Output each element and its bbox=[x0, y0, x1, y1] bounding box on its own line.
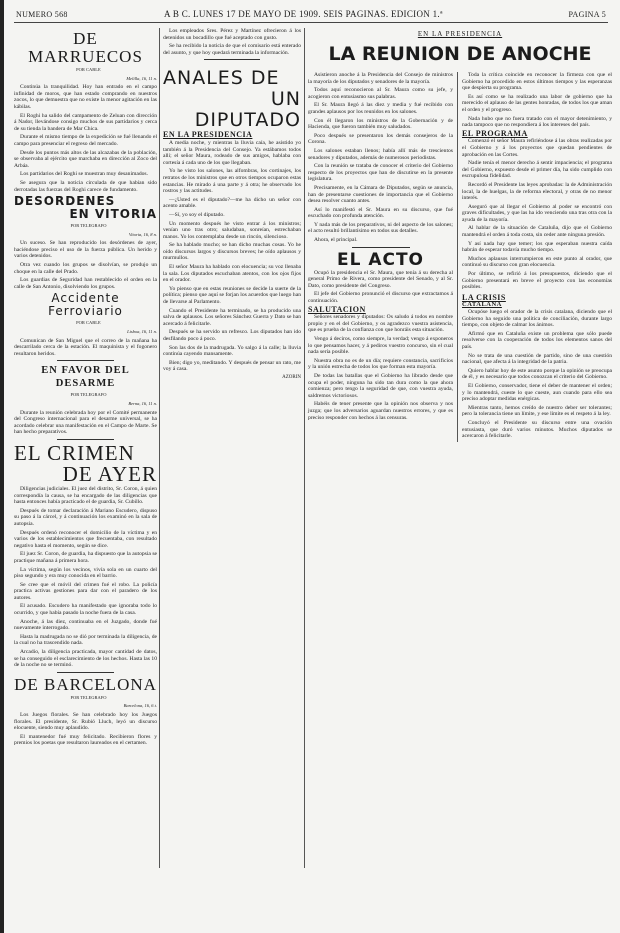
paragraph: Quiero hablar hoy de este asunto porque la opinión se preocupa de él, y es necesario que todos conozcan el criterio del Gobierno. bbox=[462, 367, 612, 381]
paragraph: Yo he visto los salones, las alfombras, los cortinajes, los retratos de los ministros que en otros tiempos ocuparon estas estancias. He mirado á una parte y á otra; he observado los rostros y las actitudes. bbox=[163, 168, 301, 195]
column-2 bbox=[163, 28, 301, 384]
paragraph: Vengo á deciros, como siempre, la verdad; vengo á exponeros lo que pensamos hacer, y á pediros vuestro concurso, sin el cual nada sería posible. bbox=[308, 336, 453, 356]
paragraph: Poco después se presentaron los demás consejeros de la Corona. bbox=[308, 132, 453, 146]
paragraph: Nadie tenía el menor derecho á sentir impaciencia; el programa del Gobierno, expuesto desde el primer día, ha sido cumplido con escrupulosa fidelidad. bbox=[462, 160, 612, 180]
paragraph: Yo pienso que en estas reuniones se decide la suerte de la política; pienso que aquí se forjan los acuerdos que luego han de llevarse al Parlamento. bbox=[163, 285, 301, 306]
article-body bbox=[308, 270, 453, 305]
paragraph: Aseguró que al llegar el Gobierno al poder se encontró con graves dificultades, y que las ha ido venciendo una tras otra con la ayuda de la mayoría. bbox=[462, 203, 612, 223]
article-title-vitoria bbox=[14, 195, 157, 221]
kicker: EN LA PRESIDENCIA bbox=[417, 30, 503, 38]
article-title-accidente: Accidente Ferroviario bbox=[48, 291, 123, 319]
scan-edge bbox=[0, 0, 4, 933]
paragraph: Al hablar de la situación de Cataluña, dijo que el Gobierno mantendrá el orden á toda costa, sin ceder ante ninguna presión. bbox=[462, 225, 612, 239]
paragraph: Después ordenó reconocer el domicilio de la víctima y en varios de los establecimientos que frecuentaba, con resultado negativo hasta el momento, según se dice. bbox=[14, 529, 157, 549]
paragraph: Bien; digo yo, meditando. Y después de pensar un rato, me voy á casa. bbox=[163, 359, 301, 373]
paragraph: Los empleados Sres. Pérez y Martínez ofrecieron á los detenidos un bocadillo que fué aceptado con gusto. bbox=[163, 28, 301, 41]
main-story bbox=[308, 30, 612, 442]
paragraph: Durante el mismo tiempo de la expedición se fué llenando el campo para presenciar el regreso del mercado. bbox=[14, 134, 157, 147]
article-body bbox=[462, 138, 612, 290]
paragraph: Hasta la madrugada no se dió por terminada la diligencia, de la cual no ha trascendido nada. bbox=[14, 633, 157, 647]
article-title-barcelona: DE BARCELONA bbox=[14, 674, 157, 694]
paragraph: Durante la reunión celebrada hoy por el Comité permanente del Congreso internacional para el desarme universal, se ha acordado celebrar una manifestación en el Campo de Marte. Se han hecho preparativos. bbox=[14, 409, 157, 436]
paragraph: De todas las batallas que el Gobierno ha librado desde que ocupa el poder, ninguna ha sido tan dura como la que ahora comienza; pero tengo la seguridad de que, con vuestra ayuda, saldremos victoriosos. bbox=[308, 372, 453, 399]
article-title-marruecos: DE MARRUECOS bbox=[28, 29, 143, 66]
paragraph: Anoche, á las diez, continuaba en el Juzgado, donde fué nuevamente interrogado. bbox=[14, 618, 157, 632]
title-line: DE AYER bbox=[62, 461, 157, 486]
paragraph: El acusado. Escudero ha manifestado que ignoraba todo lo ocurrido, y que había pasado la noche fuera de la casa. bbox=[14, 603, 157, 617]
divider bbox=[57, 439, 114, 440]
article-body bbox=[163, 28, 301, 56]
article-body bbox=[308, 314, 453, 421]
paragraph: Habéis de tener presente que la opinión nos observa y nos juzga; que los adversarios aguardan nuestros errores, y que es preciso responder con hechos á las censuras. bbox=[308, 401, 453, 421]
article-body bbox=[14, 84, 157, 193]
paragraph: Es así como se ha realizado una labor de gobierno que ha merecido el aplauso de las gentes honradas, de todos los que aman el orden y el progreso. bbox=[462, 93, 612, 113]
paragraph: —Sí, yo soy el diputado. bbox=[169, 211, 225, 218]
section-runin: SALUTACION bbox=[308, 304, 366, 314]
date-line: A B C. LUNES 17 DE MAYO DE 1909. SEIS PAGINAS. EDICION 1.ª bbox=[164, 9, 443, 19]
divider bbox=[57, 672, 114, 673]
paragraph: Mientras tanto, hemos creído de nuestro deber ser tolerantes; pero la tolerancia tiene un límite, y ese límite es el respeto á la ley. bbox=[462, 404, 612, 418]
paragraph: Muchos aplausos interrumpieron en este punto al orador, que continuó su discurso con gran elocuencia. bbox=[462, 255, 612, 269]
paragraph: Comunican de San Miguel que el correo de la mañana ha descarrilado cerca de la estación. El maquinista y el fogonero resultaron heridos. bbox=[14, 337, 157, 357]
paragraph: Con la reunión se trataba de conocer el criterio del Gobierno respecto de los proyectos que han de discutirse en la presente legislatura. bbox=[308, 163, 453, 183]
paragraph: Señores senadores y diputados: Os saludo á todos en nombre propio y en el del Gobierno, y os agradezco vuestra asistencia, que es prueba de la confianza con que honráis esta situación. bbox=[308, 314, 453, 334]
article-body bbox=[308, 102, 453, 243]
article-title-acto: EL ACTO bbox=[336, 249, 425, 270]
dateline: Melilla, 16, 11 n. bbox=[126, 75, 157, 81]
author-signature: AZORIN bbox=[282, 374, 301, 380]
article-title-crimen bbox=[14, 440, 157, 486]
paragraph: Y así nada hay que temer; los que esperaban nuestra caída habrán de esperar todavía mucho tiempo. bbox=[462, 240, 612, 254]
paragraph: Son las dos de la madrugada. Yo salgo á la calle; la lluvia continúa cayendo mansamente. bbox=[163, 344, 301, 358]
article-body bbox=[14, 410, 157, 436]
article-body bbox=[14, 486, 157, 669]
paragraph: Afirmó que en Cataluña existe un problema que sólo puede resolverse con la cooperación de todos los elementos sanos del país. bbox=[462, 330, 612, 350]
article-title-desarme: EN FAVOR DEL DESARME bbox=[41, 365, 130, 390]
paragraph: Los Juegos florales. Se han celebrado hoy los Juegos florales. El presidente, Sr. Rubió Lluch, leyó un discurso elocuente, siendo muy aplaudido. bbox=[14, 712, 157, 732]
title-line: EN VITORIA bbox=[69, 207, 157, 222]
paragraph: Con él llegaron los ministros de la Gobernación y de Hacienda, que fueron también muy saludados. bbox=[308, 117, 453, 131]
paragraph: Ahora, el principal. bbox=[314, 237, 358, 244]
column-1 bbox=[14, 28, 157, 749]
byline: POR TELEGRAFO bbox=[70, 694, 107, 700]
title-line: EL CRIMEN bbox=[14, 440, 135, 465]
paragraph: Los salones estaban llenos; había allí más de trescientos senadores y diputados, además de numerosos periodistas. bbox=[308, 147, 453, 161]
article-body bbox=[462, 94, 612, 129]
article-body bbox=[14, 338, 157, 358]
main-columns bbox=[308, 72, 612, 442]
paragraph: Los partidarios del Roghi se muestran muy desanimados. bbox=[20, 171, 149, 178]
section-runin: EL PROGRAMA bbox=[462, 128, 528, 138]
paragraph: No se trata de una cuestión de partido, sino de una cuestión nacional, que afecta á la integridad de la patria. bbox=[462, 352, 612, 366]
paragraph: Ocupó la presidencia el Sr. Maura, que tenía á su derecha al general Primo de Rivera, como presidente del Senado, y al Sr. Dato, como presidente del Congreso. bbox=[308, 269, 453, 289]
title-line: ANALES DE bbox=[163, 67, 280, 90]
paragraph: Se ha hablado mucho; se han dicho muchas cosas. Yo he oído discursos largos y discursos breves; he oído aplausos y murmullos. bbox=[163, 242, 301, 262]
lead-right bbox=[462, 72, 612, 92]
paragraph: Por último, se refirió á los presupuestos, diciendo que el Gobierno presentará en breve el proyecto con las economías posibles. bbox=[462, 271, 612, 291]
byline: POR CABLE bbox=[76, 67, 101, 72]
paragraph: El Sr. Maura llegó á las diez y media y fué recibido con grandes aplausos por los reunidos en los salones. bbox=[308, 102, 453, 115]
column-4 bbox=[457, 72, 612, 442]
article-body bbox=[462, 309, 612, 440]
paragraph: Un suceso. Se han reproducido los desórdenes de ayer, haciéndose preciso el uso de la fuerza pública. Un herido y varios detenidos. bbox=[14, 240, 157, 260]
paragraph: El mantenedor fué muy felicitado. Recibieron flores y premios los poetas que resultaron laureados en el certamen. bbox=[14, 733, 157, 747]
paragraph: Todos aquí reconocieron al Sr. Maura como su jefe, y acogieron con entusiasmo sus palabras. bbox=[308, 87, 453, 100]
byline: POR CABLE bbox=[76, 320, 101, 326]
section-runin: EN LA PRESIDENCIA bbox=[163, 130, 253, 140]
paragraph: Diligencias judiciales. El juez del distrito, Sr. Coron, á quien correspondía la causa, se ha encargado de las diligencias que hasta entonces había practicado el de guardia, Sr. Cubillo. bbox=[14, 485, 157, 506]
paragraph: El juez Sr. Coron, de guardia, ha dispuesto que la autopsia se practique mañana á primera hora. bbox=[14, 551, 157, 564]
paragraph: Cuando el Presidente ha terminado, se ha producido una salva de aplausos. Los señores Sánchez Guerra y Dato se han acercado á felicitarle. bbox=[163, 307, 301, 327]
masthead bbox=[14, 8, 608, 23]
divider bbox=[204, 59, 259, 60]
paragraph: Se ha recibido la noticia de que el comisario está enterado del asunto, y que hoy quedará terminada la información. bbox=[163, 43, 301, 56]
paragraph: Asistieron anoche á la Presidencia del Consejo de ministros la mayoría de los diputados y senadores de la mayoría. bbox=[308, 72, 453, 85]
paragraph: El señor Maura ha hablado con elocuencia; su voz llenaba la sala. Los diputados escuchaban atentos, con los ojos fijos en el orador. bbox=[163, 264, 301, 284]
paragraph: Se cree que el móvil del crimen fué el robo. La policía practica activas gestiones para dar con el paradero de los autores. bbox=[14, 581, 157, 601]
main-headline: LA REUNION DE ANOCHE bbox=[328, 43, 592, 65]
paragraph: Continúa la tranquilidad. Hoy han entrado en el campo infinidad de moros, que han estado comprando en nuestros zocos, lo que demuestra que no existe la menor agitación en las kábilas. bbox=[14, 84, 157, 110]
article-body bbox=[14, 240, 157, 290]
paragraph: Otra vez cuando los grupos se disolvían, se produjo un choque en la calle del Prado. bbox=[14, 262, 157, 275]
paragraph: Después se ha servido un refresco. Los diputados han ido desfilando poco á poco. bbox=[163, 329, 301, 342]
dateline: Lisboa, 16, 11 n. bbox=[127, 329, 157, 335]
section-runin: CATALANA bbox=[462, 301, 502, 309]
paragraph: Después de tomar declaración á Mariano Escudero, dispuso su paso á la cárcel, y á continuación los examinó en la sala de autopsia. bbox=[14, 507, 157, 527]
paragraph: —¿Usted es el diputado?—me ha dicho un señor con acento amable. bbox=[163, 196, 301, 210]
column-rule bbox=[159, 28, 160, 868]
paragraph: El jefe del Gobierno pronunció el discurso que extractamos á continuación. bbox=[308, 291, 453, 305]
paragraph: A media noche, y mientras la lluvia caía, he asistido yo también á la Presidencia del Consejo. Ya estábamos todos allí; el señor Maura, rodeado de sus amigos, hablaba con cortesía á cada uno de los que llegaban. bbox=[163, 139, 301, 166]
section-runin: LA CRISIS bbox=[462, 292, 506, 302]
dateline: Vitoria, 16, 8 n. bbox=[128, 231, 157, 237]
dateline: Barcelona, 16, 6 t. bbox=[123, 703, 157, 709]
title-line: UN DIPUTADO bbox=[194, 88, 301, 132]
paragraph: Desde los puntos más altos de las alcazabas de la población, se observaba al ejército que marchaba en dirección al Zoco del Arbáa. bbox=[14, 149, 157, 169]
byline: POR TELEGRAFO bbox=[70, 223, 107, 229]
paragraph: Comenzó el señor Maura refiriéndose á las obras realizadas por el Gobierno y á los proyectos que quedan pendientes de aprobación en las Cortes. bbox=[462, 138, 612, 158]
byline: POR TELEGRAFO bbox=[70, 392, 107, 398]
paragraph: El Gobierno, conservador, tiene el deber de mantener el orden; y lo mantendrá, cueste lo que cueste, aun cuando para ello sea preciso adoptar medidas enérgicas. bbox=[462, 382, 612, 403]
paragraph: Concluyó el Presidente su discurso entre una ovación entusiasta, que duró varios minutos. Muchos diputados se acercaron á felicitarle. bbox=[462, 419, 612, 440]
paragraph: Se asegura que la noticia circulada de que habían sido derrotadas las fuerzas del Roghi carece de fundamento. bbox=[14, 179, 157, 193]
paragraph: Arcadio, la diligencia practicada, mayor cantidad de datos, se ha conseguido el esclarecimiento de los hechos. Hasta las 10 de la noche no se terminó. bbox=[14, 649, 157, 669]
title-line: DESORDENES bbox=[14, 194, 116, 209]
dateline: Berna, 16, 11 n. bbox=[128, 401, 157, 406]
paragraph: Los guardias de Seguridad han restablecido el orden en la calle de San Antonio, disolviendo los grupos. bbox=[14, 277, 157, 290]
paragraph: La víctima, según los vecinos, vivía sola en un cuarto del piso segundo y era muy conocida en el barrio. bbox=[14, 566, 157, 580]
divider bbox=[352, 247, 410, 248]
article-body bbox=[14, 712, 157, 747]
paragraph: Toda la crítica coincide en reconocer la firmeza con que el Gobierno ha procedido en estos últimos tiempos y las esperanzas que despierta su programa. bbox=[462, 72, 612, 92]
paragraph: Precisamente, en la Cámara de Diputados, según se anuncia, han de presentarse cuestiones de importancia que el Gobierno desea resolver cuanto antes. bbox=[308, 184, 453, 205]
lead-left bbox=[308, 72, 453, 100]
issue-number: NUMERO 568 bbox=[16, 10, 68, 19]
article-title-anales bbox=[163, 68, 301, 131]
page-number: PAGINA 5 bbox=[568, 10, 606, 19]
column-3 bbox=[308, 72, 457, 442]
paragraph: Un momento después he visto entrar á los ministros; venían uno tras otro; saludaban, sonreían, estrechaban manos. Yo los contemplaba desde un rincón, silencioso. bbox=[163, 220, 301, 240]
paragraph: El Roghi ha salido del campamento de Zeluan con dirección á Nador, llevándose consigo muchos de sus partidarios y cerca de su tienda la bandera de Mar Chica. bbox=[14, 112, 157, 132]
paragraph: Ocupóse luego el orador de la crisis catalana, diciendo que el Gobierno ha seguido una política de conciliación, durante largo tiempo, con objeto de calmar los ánimos. bbox=[462, 309, 612, 329]
paragraph: Nada hubo que no fuera tratado con el mayor detenimiento, y nada tampoco que no respondiera á los intereses del país. bbox=[462, 115, 612, 129]
divider bbox=[57, 360, 114, 361]
paragraph: Así lo manifestó el Sr. Maura en su discurso, que fué escuchado con profunda atención. bbox=[308, 206, 453, 220]
paragraph: Recordó el Presidente las leyes aprobadas: la de Administración local, la de huelgas, la de reforma electoral, y otras de no menor interés. bbox=[462, 181, 612, 202]
paragraph: Nuestra obra no es de un día; requiere constancia, sacrificios y la unión estrecha de todos los que forman esta mayoría. bbox=[308, 357, 453, 371]
column-rule bbox=[304, 28, 305, 868]
article-body bbox=[163, 140, 301, 373]
main-headline-block bbox=[308, 30, 612, 66]
paragraph: Y nada más de los preparativos, ni del aspecto de los salones; el acto resultó brillantísimo en todos sus detalles. bbox=[308, 221, 453, 235]
